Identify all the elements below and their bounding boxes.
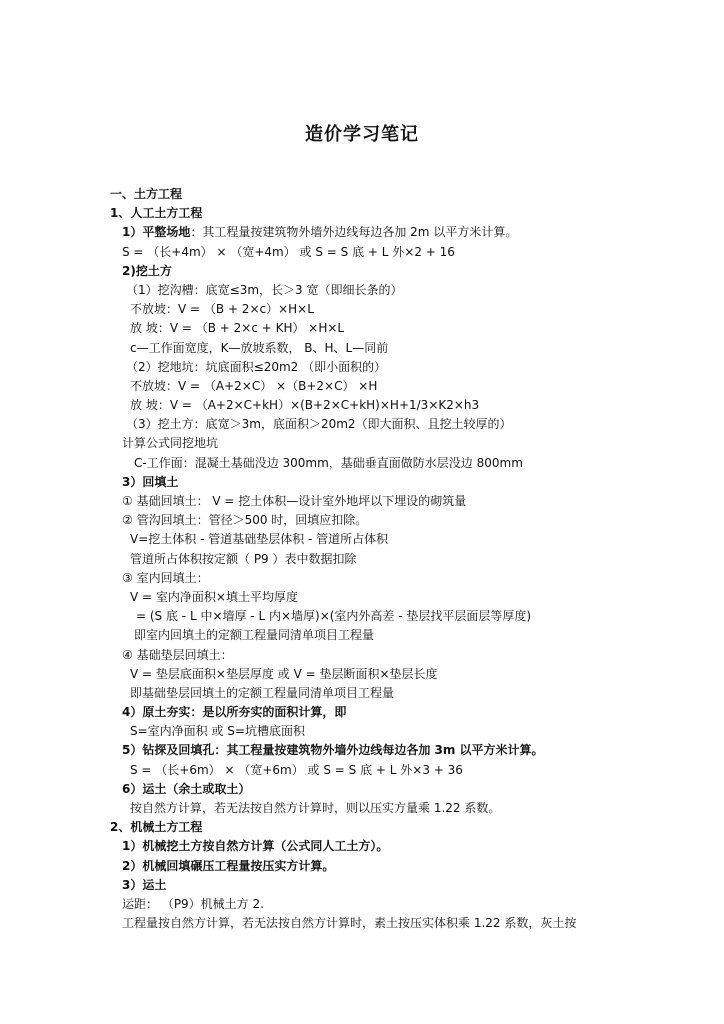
text-line-content: ② 管沟回填土：管径＞500 时，回填应扣除。 bbox=[122, 513, 368, 528]
text-line bbox=[0, 262, 724, 281]
text-line bbox=[0, 569, 724, 588]
text-line-content: V = 室内净面积×填土平均厚度 bbox=[130, 589, 298, 604]
text-line-content: 即基础垫层回填土的定额工程量同清单项目工程量 bbox=[130, 685, 395, 700]
text-line bbox=[0, 741, 724, 760]
text-line-content: 6）运土（余土或取土） bbox=[122, 781, 251, 796]
text-line-bold-prefix: 1）平整场地 bbox=[122, 225, 191, 240]
text-line bbox=[0, 511, 724, 530]
text-line-content: （1）挖沟槽：底宽≤3m，长＞3 宽（即细长条的） bbox=[126, 282, 403, 297]
text-line-content: 计算公式同挖地坑 bbox=[122, 436, 219, 451]
text-line bbox=[0, 703, 724, 722]
text-line bbox=[0, 626, 724, 645]
text-line bbox=[0, 204, 724, 223]
text-line bbox=[0, 646, 724, 665]
text-line bbox=[0, 300, 724, 319]
text-line bbox=[0, 895, 724, 914]
text-line bbox=[0, 914, 724, 933]
text-line bbox=[0, 281, 724, 300]
text-line bbox=[0, 550, 724, 569]
text-line-content: 一、土方工程 bbox=[110, 187, 183, 201]
text-line-content: 2)挖土方 bbox=[122, 263, 172, 278]
text-line bbox=[0, 377, 724, 396]
text-line-content: （2）挖地坑：坑底面积≤20m2 （即小面积的） bbox=[126, 359, 387, 374]
text-line bbox=[0, 434, 724, 453]
text-line bbox=[0, 185, 724, 204]
text-line-content: 不放坡：V = （B + 2×c）×H×L bbox=[130, 302, 314, 317]
text-line-content: ④ 基础垫层回填土： bbox=[122, 647, 233, 662]
text-line-content: 4）原土夯实：是以所夯实的面积计算，即 bbox=[122, 705, 347, 720]
text-line-content: 3）回填土 bbox=[122, 474, 179, 489]
text-line-content: C-工作面：混凝土基础没边 300mm，基础垂直面做防水层没边 800mm bbox=[134, 455, 523, 470]
text-line bbox=[0, 684, 724, 703]
text-line-content: ① 基础回填土： V = 挖土体积—设计室外地坪以下埋设的砌筑量 bbox=[122, 494, 467, 508]
text-line bbox=[0, 588, 724, 607]
text-line bbox=[0, 837, 724, 856]
text-line-content: ③ 室内回填土： bbox=[122, 570, 209, 585]
text-line bbox=[0, 358, 724, 377]
text-line bbox=[0, 876, 724, 895]
text-line bbox=[0, 454, 724, 473]
text-line bbox=[0, 339, 724, 358]
text-line-content: 1）机械挖土方按自然方计算（公式同人工土方）。 bbox=[122, 839, 389, 854]
text-line-content: 5）钻探及回填孔：其工程量按建筑物外墙外边线每边各加 3m 以平方米计算。 bbox=[122, 743, 544, 758]
text-line-content: V = 垫层底面积×垫层厚度 或 V = 垫层断面积×垫层长度 bbox=[130, 666, 438, 681]
text-line bbox=[0, 243, 724, 262]
text-line-content: （3）挖土方：底宽＞3m，底面积＞20m2（即大面积、且挖土较厚的） bbox=[126, 417, 512, 432]
text-line bbox=[0, 780, 724, 799]
text-line-content: = (S 底 - L 中×墙厚 - L 内×墙厚)×(室内外高差 - 垫层找平层面层等厚度) bbox=[136, 609, 532, 624]
text-line bbox=[0, 607, 724, 626]
text-line-content: 工程量按自然方计算，若无法按自然方计算时，素土按压实体积乘 1.22 系数，灰土按 bbox=[122, 916, 577, 931]
text-line bbox=[0, 223, 724, 242]
text-line bbox=[0, 857, 724, 876]
text-line bbox=[0, 396, 724, 415]
text-line bbox=[0, 665, 724, 684]
text-line bbox=[0, 530, 724, 549]
text-line bbox=[0, 473, 724, 492]
text-line-content: S = （长+6m） × （宽+6m） 或 S = S 底 + L 外×3 + 36 bbox=[130, 762, 463, 777]
text-line-content: S = （长+4m） × （宽+4m） 或 S = S 底 + L 外×2 + 16 bbox=[122, 244, 455, 259]
page-title: 造价学习笔记 bbox=[305, 124, 419, 145]
text-line-content: 按自然方计算，若无法按自然方计算时，则以压实方量乘 1.22 系数。 bbox=[130, 801, 501, 815]
text-line bbox=[0, 722, 724, 741]
text-line-content: V=挖土体积 - 管道基础垫层体积 - 管道所占体积 bbox=[130, 532, 389, 547]
text-line-content: 2、机械土方工程 bbox=[110, 820, 203, 835]
text-line-content: ：其工程量按建筑物外墙外边线每边各加 2m 以平方米计算。 bbox=[190, 225, 518, 240]
text-line-content: 不放坡：V = （A+2×C） ×（B+2×C） ×H bbox=[130, 378, 378, 393]
text-line-content: 3）运土 bbox=[122, 877, 167, 892]
document-body bbox=[0, 185, 724, 933]
text-line bbox=[0, 818, 724, 837]
text-line bbox=[0, 319, 724, 338]
text-line bbox=[0, 799, 724, 818]
text-line-content: c—工作面宽度，K—放坡系数， B、H、L—同前 bbox=[130, 340, 389, 355]
text-line-content: 管道所占体积按定额（ P9 ）表中数据扣除 bbox=[130, 551, 357, 566]
text-line-content: 放 坡：V = （A+2×C+kH）×(B+2×C+kH)×H+1/3×K2×h3 bbox=[130, 398, 480, 413]
text-line bbox=[0, 415, 724, 434]
text-line-content: S=室内净面积 或 S=坑槽底面积 bbox=[130, 724, 305, 739]
text-line-content: 运距： （P9）机械土方 2. bbox=[122, 896, 264, 911]
text-line-content: 2）机械回填碾压工程量按压实方计算。 bbox=[122, 858, 335, 873]
text-line-content: 放 坡：V = （B + 2×c + KH） ×H×L bbox=[130, 321, 345, 336]
text-line bbox=[0, 492, 724, 511]
text-line bbox=[0, 761, 724, 780]
text-line-content: 即室内回填土的定额工程量同清单项目工程量 bbox=[134, 628, 375, 643]
text-line-content: 1、人工土方工程 bbox=[110, 206, 203, 221]
